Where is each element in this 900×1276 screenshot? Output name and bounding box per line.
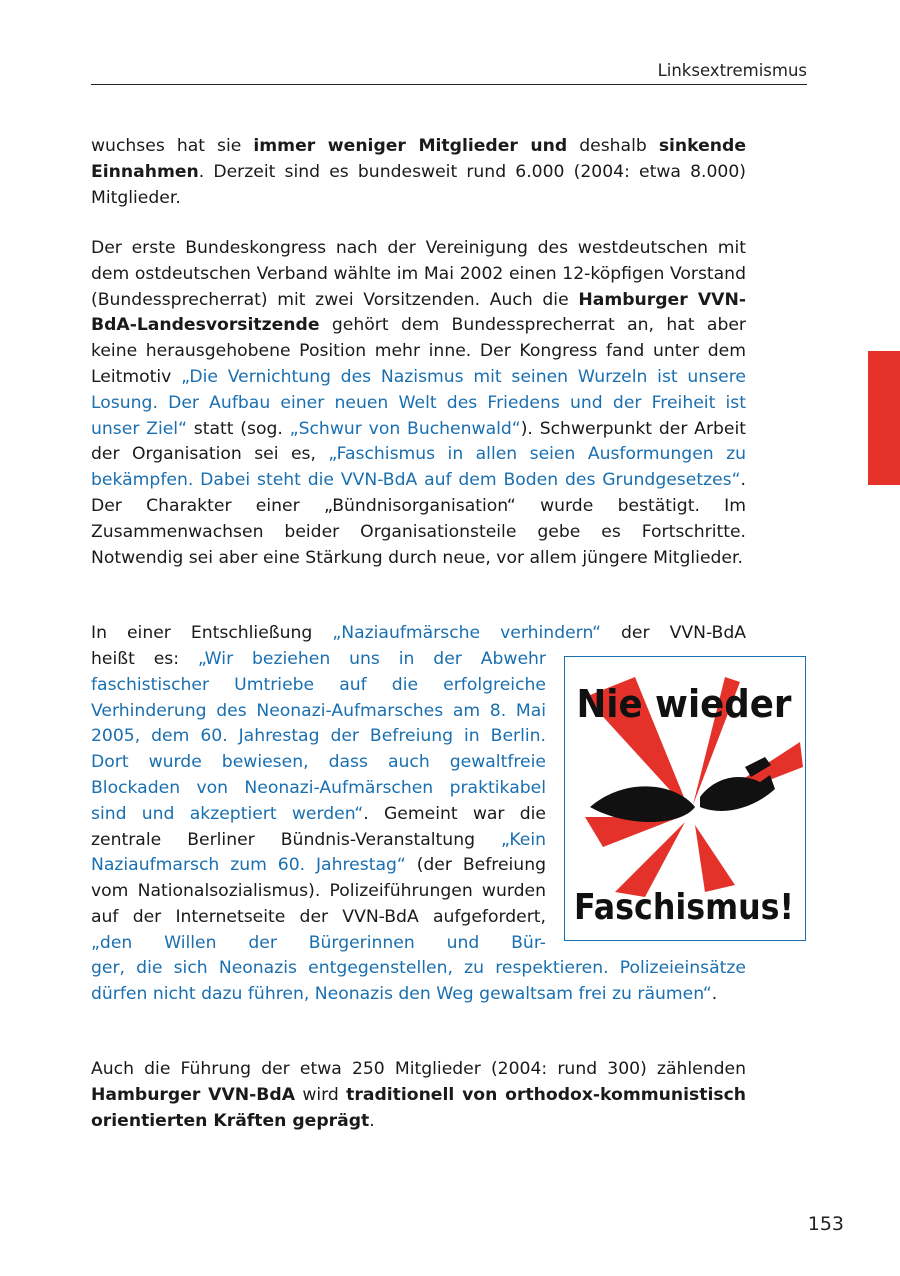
bold-run: immer weniger Mitglieder und	[253, 136, 568, 156]
text-run: ). Schwerpunkt der Arbeit der Organisation sei es,	[91, 418, 747, 465]
text-run: statt (sog.	[187, 418, 290, 439]
bold-run: Hamburger VVN-BdA-Landesvorsitzende	[91, 289, 746, 336]
quote-run: „Faschismus in allen seien Ausformungen zu bekämpfen. Dabei steht die VVN-BdA auf dem Boden des Grundgesetzes“	[91, 444, 746, 491]
poster-title-bottom: Faschismus!	[574, 887, 794, 928]
text-run: Auch die Führung der etwa 250 Mitglieder (2004: rund 300) zählenden	[91, 1059, 746, 1079]
text-run: gehört dem Bundessprecherrat an, hat aber keine herausgehobene Position mehr inne. Der Kongress fand unter dem Leitmotiv	[91, 315, 746, 387]
text-run: heißt es:	[91, 649, 198, 669]
text-run: wuchses hat sie	[91, 136, 254, 156]
text-run: (der Befreiung vom Nationalsozialismus). Polizeiführungen wurden auf der Internetseite der VVN-BdA aufgefordert,	[91, 855, 546, 927]
bold-run: sinkende Einnahmen	[91, 136, 746, 182]
quote-run: „Kein Naziaufmarsch zum 60. Jahrestag“	[91, 829, 546, 876]
text-run: .	[711, 983, 718, 1004]
text-run: . Der Charakter einer „Bündnisorganisation“ wurde bestätigt. Im Zusammenwachsen beider Organisationsteile gebe es Fortschritte. Notwendig sei aber eine Stärkung durch neue, vor allem jüngere Mitglieder.	[91, 470, 746, 568]
text-run: .	[369, 1110, 375, 1131]
poster-graphic	[565, 657, 804, 939]
bold-run: Hamburger VVN-BdA	[91, 1084, 296, 1105]
quote-run: „Schwur von Buchenwald“	[289, 418, 521, 439]
text-run: deshalb	[567, 136, 659, 156]
text-run: In einer Entschließung	[91, 623, 333, 643]
paragraph-hamburg	[91, 1057, 746, 1134]
header-rule	[91, 84, 807, 85]
page-number: 153	[807, 1213, 844, 1235]
text-run: Der erste Bundeskongress nach der Vereinigung des westdeutschen mit dem ostdeutschen Verband wählte im Mai 2002 einen 12-köpfigen Vorstand (Bundessprecherrat) mit zwei Vorsitzenden. Auch die	[91, 238, 746, 310]
poster-title-top: Nie wieder	[576, 682, 792, 726]
text-run: . Gemeint war die zentrale Berliner Bündnis-Veranstaltung	[91, 803, 547, 850]
poster-red-ray	[695, 825, 735, 892]
quote-run: „Naziaufmärsche verhindern“	[332, 623, 601, 643]
bold-run: traditionell von orthodox-kommunistisch orientierten Kräften geprägt	[91, 1084, 747, 1131]
text-run: . Derzeit sind es bundesweit rund 6.000 (2004: etwa 8.000) Mitglieder.	[91, 161, 746, 208]
paragraph-entschliessung-first-line	[91, 621, 746, 647]
paragraph-membership	[91, 134, 746, 211]
paragraph-entschliessung-continued	[91, 956, 746, 1008]
running-header: Linksextremismus	[657, 61, 807, 80]
quote-run: „Wir beziehen uns in der Abwehr faschistischer Umtriebe auf die erfolgreiche Verhinderung des Neonazi-Aufmarsches am 8. Mai 2005, dem 60. Jahrestag der Befreiung in Berlin. Dort wurde bewiesen, dass auch gewaltfreie Blockaden von Neonazi-Aufmärschen praktikabel sind und akzeptiert werden“	[91, 649, 546, 824]
text-run: der VVN-BdA	[601, 623, 746, 643]
poster-figure-right	[700, 775, 775, 811]
paragraph-entschliessung-narrow	[91, 647, 546, 957]
quote-run: ger, die sich Neonazis entgegenstellen, zu respektieren. Polizeieinsätze dürfen nicht dazu führen, Neonazis den Weg gewaltsam frei zu räumen“	[91, 958, 746, 1004]
poster-image	[564, 656, 806, 941]
quote-run: „den Willen der Bürgerinnen und Bür-	[91, 932, 546, 953]
text-run: wird	[295, 1084, 347, 1105]
paragraph-bundeskongress	[91, 236, 746, 571]
quote-run: „Die Vernichtung des Nazismus mit seinen Wurzeln ist unsere Losung. Der Aufbau einer neuen Welt des Friedens und der Freiheit ist unser Ziel“	[91, 366, 746, 439]
chapter-side-tab	[868, 351, 900, 485]
